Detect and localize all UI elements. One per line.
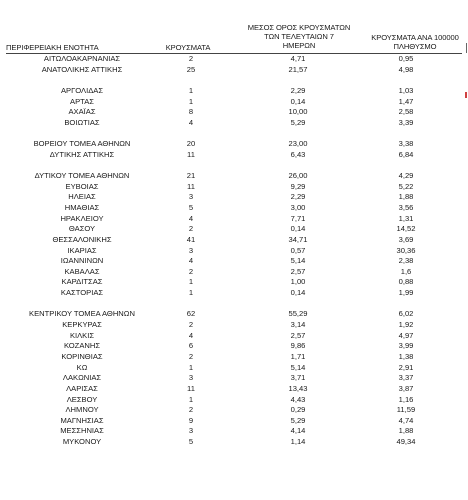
per100k-cell: 3,87	[398, 383, 414, 393]
per100k-cell: 2,58	[398, 107, 414, 117]
per100k-line-2: ΠΛΗΘΥΣΜΟ	[393, 42, 437, 51]
cases-cell: 1	[188, 277, 194, 287]
table-row	[0, 331, 468, 342]
cases-cell: 41	[186, 234, 196, 244]
cases-cell: 8	[188, 107, 194, 117]
avg7-cell: 0,29	[290, 405, 306, 415]
cases-cell: 2	[188, 224, 194, 234]
per100k-cell: 6,84	[398, 149, 414, 159]
region-cell: ΕΥΒΟΙΑΣ	[65, 181, 99, 191]
cases-cell: 1	[188, 85, 194, 95]
cases-cell: 1	[188, 96, 194, 106]
per100k-cell: 1,47	[398, 96, 414, 106]
avg7-cell: 3,00	[290, 202, 306, 212]
per100k-cell: 49,34	[396, 437, 416, 447]
per100k-cell: 3,39	[398, 117, 414, 127]
table-row	[0, 395, 468, 406]
table-row	[0, 416, 468, 427]
region-cell: ΚΩ	[76, 362, 88, 372]
per100k-cell: 5,22	[398, 181, 414, 191]
cases-cell: 2	[188, 405, 194, 415]
per100k-cell: 3,56	[398, 202, 414, 212]
per100k-cell: 4,98	[398, 64, 414, 74]
avg7-cell: 10,00	[288, 107, 308, 117]
avg7-cell: 55,29	[288, 309, 308, 319]
per100k-cell: 3,99	[398, 341, 414, 351]
table-row	[0, 54, 468, 65]
cases-cell: 62	[186, 309, 196, 319]
cases-cell: 2	[188, 320, 194, 330]
avg7-cell: 1,14	[290, 437, 306, 447]
avg7-cell: 4,43	[290, 394, 306, 404]
per100k-cell: 1,88	[398, 192, 414, 202]
per100k-cell: 1,6	[400, 266, 412, 276]
region-cell: ΑΙΤΩΛΟΑΚΑΡΝΑΝΙΑΣ	[43, 54, 121, 63]
region-cell: ΔΥΤΙΚΟΥ ΤΟΜΕΑ ΑΘΗΝΩΝ	[34, 171, 130, 181]
table-row	[0, 384, 468, 395]
table-row	[0, 437, 468, 448]
table-row	[0, 363, 468, 374]
table-row	[0, 182, 468, 193]
table-spacer-row	[0, 299, 468, 310]
table-row	[0, 203, 468, 214]
per100k-cell: 1,99	[398, 288, 414, 298]
cases-cell: 9	[188, 415, 194, 425]
cases-cell: 1	[188, 394, 194, 404]
avg7-line-2: ΤΩΝ ΤΕΛΕΥΤΑΙΩΝ 7	[264, 32, 334, 41]
table-spacer-row	[0, 128, 468, 139]
avg7-cell: 2,29	[290, 192, 306, 202]
per100k-cell: 2,91	[398, 362, 414, 372]
table-row	[0, 235, 468, 246]
cases-cell: 11	[187, 181, 195, 191]
table-row	[0, 107, 468, 118]
region-cell: ΛΕΣΒΟΥ	[66, 394, 98, 404]
table-row	[0, 224, 468, 235]
region-cell: ΛΗΜΝΟΥ	[65, 405, 99, 415]
avg7-cell: 34,71	[288, 234, 308, 244]
table-row	[0, 97, 468, 108]
per100k-cell: 1,92	[398, 320, 414, 330]
region-cell: ΜΥΚΟΝΟΥ	[62, 437, 102, 447]
region-cell: ΛΑΚΩΝΙΑΣ	[62, 373, 102, 383]
per100k-cell: 0,95	[398, 54, 414, 63]
avg7-cell: 26,00	[288, 171, 308, 181]
avg7-cell: 4,14	[290, 426, 306, 436]
region-cell: ΗΡΑΚΛΕΙΟΥ	[60, 213, 104, 223]
table-header	[0, 0, 468, 52]
avg7-cell: 23,00	[288, 139, 308, 149]
avg7-cell: 5,14	[290, 362, 306, 372]
column-header-avg7	[234, 23, 364, 50]
avg7-cell: 21,57	[288, 64, 308, 74]
table-row	[0, 139, 468, 150]
avg7-cell: 9,86	[290, 341, 306, 351]
table-row	[0, 426, 468, 437]
cases-cell: 2	[188, 266, 194, 276]
cases-cell: 20	[186, 139, 196, 149]
edge-tick	[466, 43, 467, 53]
avg7-cell: 5,14	[290, 256, 306, 266]
cases-cell: 2	[188, 351, 194, 361]
avg7-line-3: ΗΜΕΡΩΝ	[282, 41, 316, 50]
table-row	[0, 341, 468, 352]
cases-cell: 5	[188, 437, 194, 447]
cases-cell: 5	[188, 202, 194, 212]
table-row	[0, 288, 468, 299]
cases-cell: 4	[188, 213, 194, 223]
region-cell: ΛΑΡΙΣΑΣ	[66, 383, 98, 393]
table-row	[0, 309, 468, 320]
avg7-cell: 2,29	[290, 85, 306, 95]
per100k-cell: 11,59	[396, 405, 416, 415]
cases-cell: 25	[186, 64, 196, 74]
per100k-cell: 1,88	[398, 426, 414, 436]
table-row	[0, 277, 468, 288]
avg7-cell: 7,71	[290, 213, 306, 223]
per100k-cell: 3,38	[398, 139, 414, 149]
per100k-cell: 6,02	[398, 309, 414, 319]
region-cell: ΘΑΣΟΥ	[68, 224, 96, 234]
avg7-cell: 0,14	[290, 288, 306, 298]
region-cell: ΗΛΕΙΑΣ	[68, 192, 96, 202]
table-row	[0, 171, 468, 182]
per100k-cell: 4,29	[398, 171, 414, 181]
table-row	[0, 373, 468, 384]
table-spacer-row	[0, 75, 468, 86]
per100k-cell: 30,36	[396, 245, 416, 255]
table-row	[0, 86, 468, 97]
per100k-cell: 1,31	[398, 213, 414, 223]
avg7-cell: 5,29	[290, 415, 306, 425]
table-row	[0, 352, 468, 363]
region-cell: ΒΟΡΕΙΟΥ ΤΟΜΕΑ ΑΘΗΝΩΝ	[33, 139, 131, 149]
table-row	[0, 256, 468, 267]
avg7-cell: 3,14	[290, 320, 306, 330]
region-cell: ΚΙΛΚΙΣ	[69, 330, 95, 340]
avg7-cell: 2,57	[290, 330, 306, 340]
region-cell: ΚΕΝΤΡΙΚΟΥ ΤΟΜΕΑ ΑΘΗΝΩΝ	[29, 309, 135, 319]
per100k-cell: 0,88	[398, 277, 414, 287]
cases-cell: 11	[187, 383, 195, 393]
region-cell: ΑΧΑΪΑΣ	[68, 107, 96, 117]
region-cell: ΑΡΓΟΛΙΔΑΣ	[60, 85, 104, 95]
table-row	[0, 65, 468, 76]
avg7-cell: 3,71	[290, 373, 306, 383]
cases-cell: 21	[186, 171, 196, 181]
column-header-region: ΠΕΡΙΦΕΡΕΙΑΚΗ ΕΝΟΤΗΤΑ	[6, 43, 99, 52]
avg7-cell: 1,71	[290, 351, 306, 361]
avg7-cell: 0,14	[290, 96, 306, 106]
table-row	[0, 405, 468, 416]
avg7-cell: 6,43	[290, 149, 306, 159]
avg7-cell: 5,29	[290, 117, 306, 127]
avg7-cell: 2,57	[290, 266, 306, 276]
region-cell: ΔΥΤΙΚΗΣ ΑΤΤΙΚΗΣ	[49, 149, 115, 159]
per100k-cell: 1,38	[398, 351, 414, 361]
cases-cell: 1	[188, 362, 194, 372]
cases-cell: 4	[188, 117, 194, 127]
per100k-cell: 2,38	[398, 256, 414, 266]
cases-cell: 2	[188, 54, 194, 63]
region-cell: ΚΑΣΤΟΡΙΑΣ	[60, 288, 104, 298]
avg7-cell: 1,00	[290, 277, 306, 287]
region-cell: ΙΩΑΝΝΙΝΩΝ	[60, 256, 104, 266]
per100k-cell: 4,74	[398, 415, 414, 425]
cases-cell: 3	[188, 192, 194, 202]
region-cell: ΜΑΓΝΗΣΙΑΣ	[60, 415, 104, 425]
region-cell: ΑΝΑΤΟΛΙΚΗΣ ΑΤΤΙΚΗΣ	[41, 64, 123, 74]
table-row	[0, 267, 468, 278]
region-cell: ΗΜΑΘΙΑΣ	[64, 202, 100, 212]
table-spacer-row	[0, 160, 468, 171]
per100k-cell: 3,69	[398, 234, 414, 244]
region-cell: ΘΕΣΣΑΛΟΝΙΚΗΣ	[52, 234, 112, 244]
region-cell: ΚΑΡΔΙΤΣΑΣ	[61, 277, 103, 287]
column-header-cases: ΚΡΟΥΣΜΑΤΑ	[165, 43, 211, 52]
avg7-cell: 9,29	[290, 181, 306, 191]
cases-cell: 6	[188, 341, 194, 351]
region-cell: ΚΕΡΚΥΡΑΣ	[62, 320, 102, 330]
cases-cell: 3	[188, 245, 194, 255]
per100k-cell: 1,03	[398, 85, 414, 95]
per100k-cell: 4,97	[398, 330, 414, 340]
cases-cell: 4	[188, 256, 194, 266]
region-cell: ΚΟΖΑΝΗΣ	[63, 341, 101, 351]
avg7-cell: 0,57	[290, 245, 306, 255]
region-cell: ΚΑΒΑΛΑΣ	[64, 266, 100, 276]
region-cell: ΜΕΣΣΗΝΙΑΣ	[60, 426, 104, 436]
column-header-per100k	[355, 33, 468, 51]
cases-cell: 3	[188, 426, 194, 436]
table-row	[0, 192, 468, 203]
per100k-cell: 3,37	[398, 373, 414, 383]
avg7-cell: 13,43	[288, 383, 308, 393]
avg7-cell: 0,14	[290, 224, 306, 234]
region-cell: ΑΡΤΑΣ	[70, 96, 94, 106]
avg7-cell: 4,71	[290, 54, 306, 63]
avg7-line-1: ΜΕΣΟΣ ΟΡΟΣ ΚΡΟΥΣΜΑΤΩΝ	[247, 23, 351, 32]
table-row	[0, 214, 468, 225]
cases-cell: 4	[188, 330, 194, 340]
region-cell: ΒΟΙΩΤΙΑΣ	[64, 117, 100, 127]
table-row	[0, 150, 468, 161]
per100k-cell: 1,16	[398, 394, 414, 404]
cases-cell: 3	[188, 373, 194, 383]
per100k-line-1: ΚΡΟΥΣΜΑΤΑ ΑΝΑ 100000	[371, 33, 459, 42]
table-row	[0, 246, 468, 257]
cases-cell: 1	[188, 288, 194, 298]
table-row	[0, 320, 468, 331]
table-row	[0, 118, 468, 129]
per100k-cell: 14,52	[396, 224, 416, 234]
table-body	[0, 54, 468, 448]
region-cell: ΚΟΡΙΝΘΙΑΣ	[61, 351, 103, 361]
cases-cell: 11	[187, 149, 195, 159]
region-cell: ΙΚΑΡΙΑΣ	[67, 245, 97, 255]
